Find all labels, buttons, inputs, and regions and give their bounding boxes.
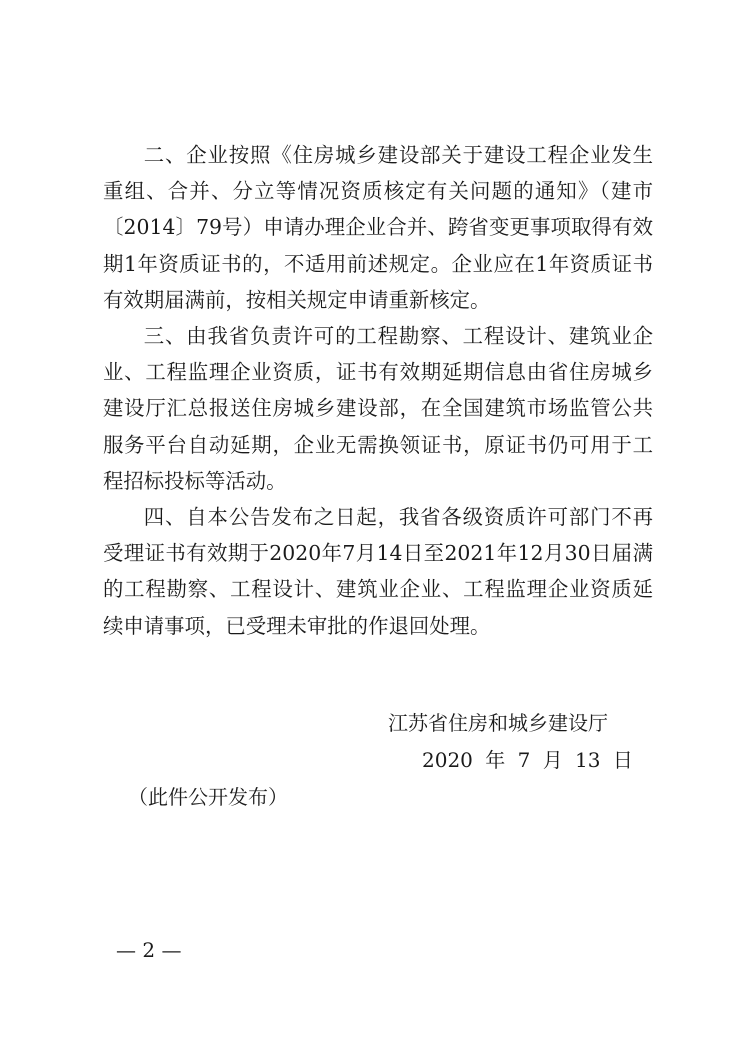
issuing-organization: 江苏省住房和城乡建设厅 (388, 711, 608, 735)
paragraph-three: 三、由我省负责许可的工程勘察、工程设计、建筑业企业、工程监理企业资质，证书有效期延期信息由省住房城乡建设厅汇总报送住房城乡建设部，在全国建筑市场监管公共服务平台自动延期，企业无需换领证书，原证书仍可用于工程招标投标等活动。 (103, 324, 653, 493)
paragraph-two: 二、企业按照《住房城乡建设部关于建设工程企业发生重组、合并、分立等情况资质核定有关问题的通知》（建市〔2014〕79号）申请办理企业合并、跨省变更事项取得有效期1年资质证书的，不适用前述规定。企业应在1年资质证书有效期届满前，按相关规定申请重新核定。 (103, 143, 653, 312)
issue-date: 2020 年 7 月 13 日 (422, 748, 633, 772)
page-number: — 2 — (116, 938, 182, 962)
publication-note: （此件公开发布） (128, 785, 288, 809)
paragraph-four: 四、自本公告发布之日起，我省各级资质许可部门不再受理证书有效期于2020年7月14日至2021年12月30日届满的工程勘察、工程设计、建筑业企业、工程监理企业资质延续申请事项，已受理未审批的作退回处理。 (103, 505, 653, 638)
document-body (103, 137, 653, 644)
